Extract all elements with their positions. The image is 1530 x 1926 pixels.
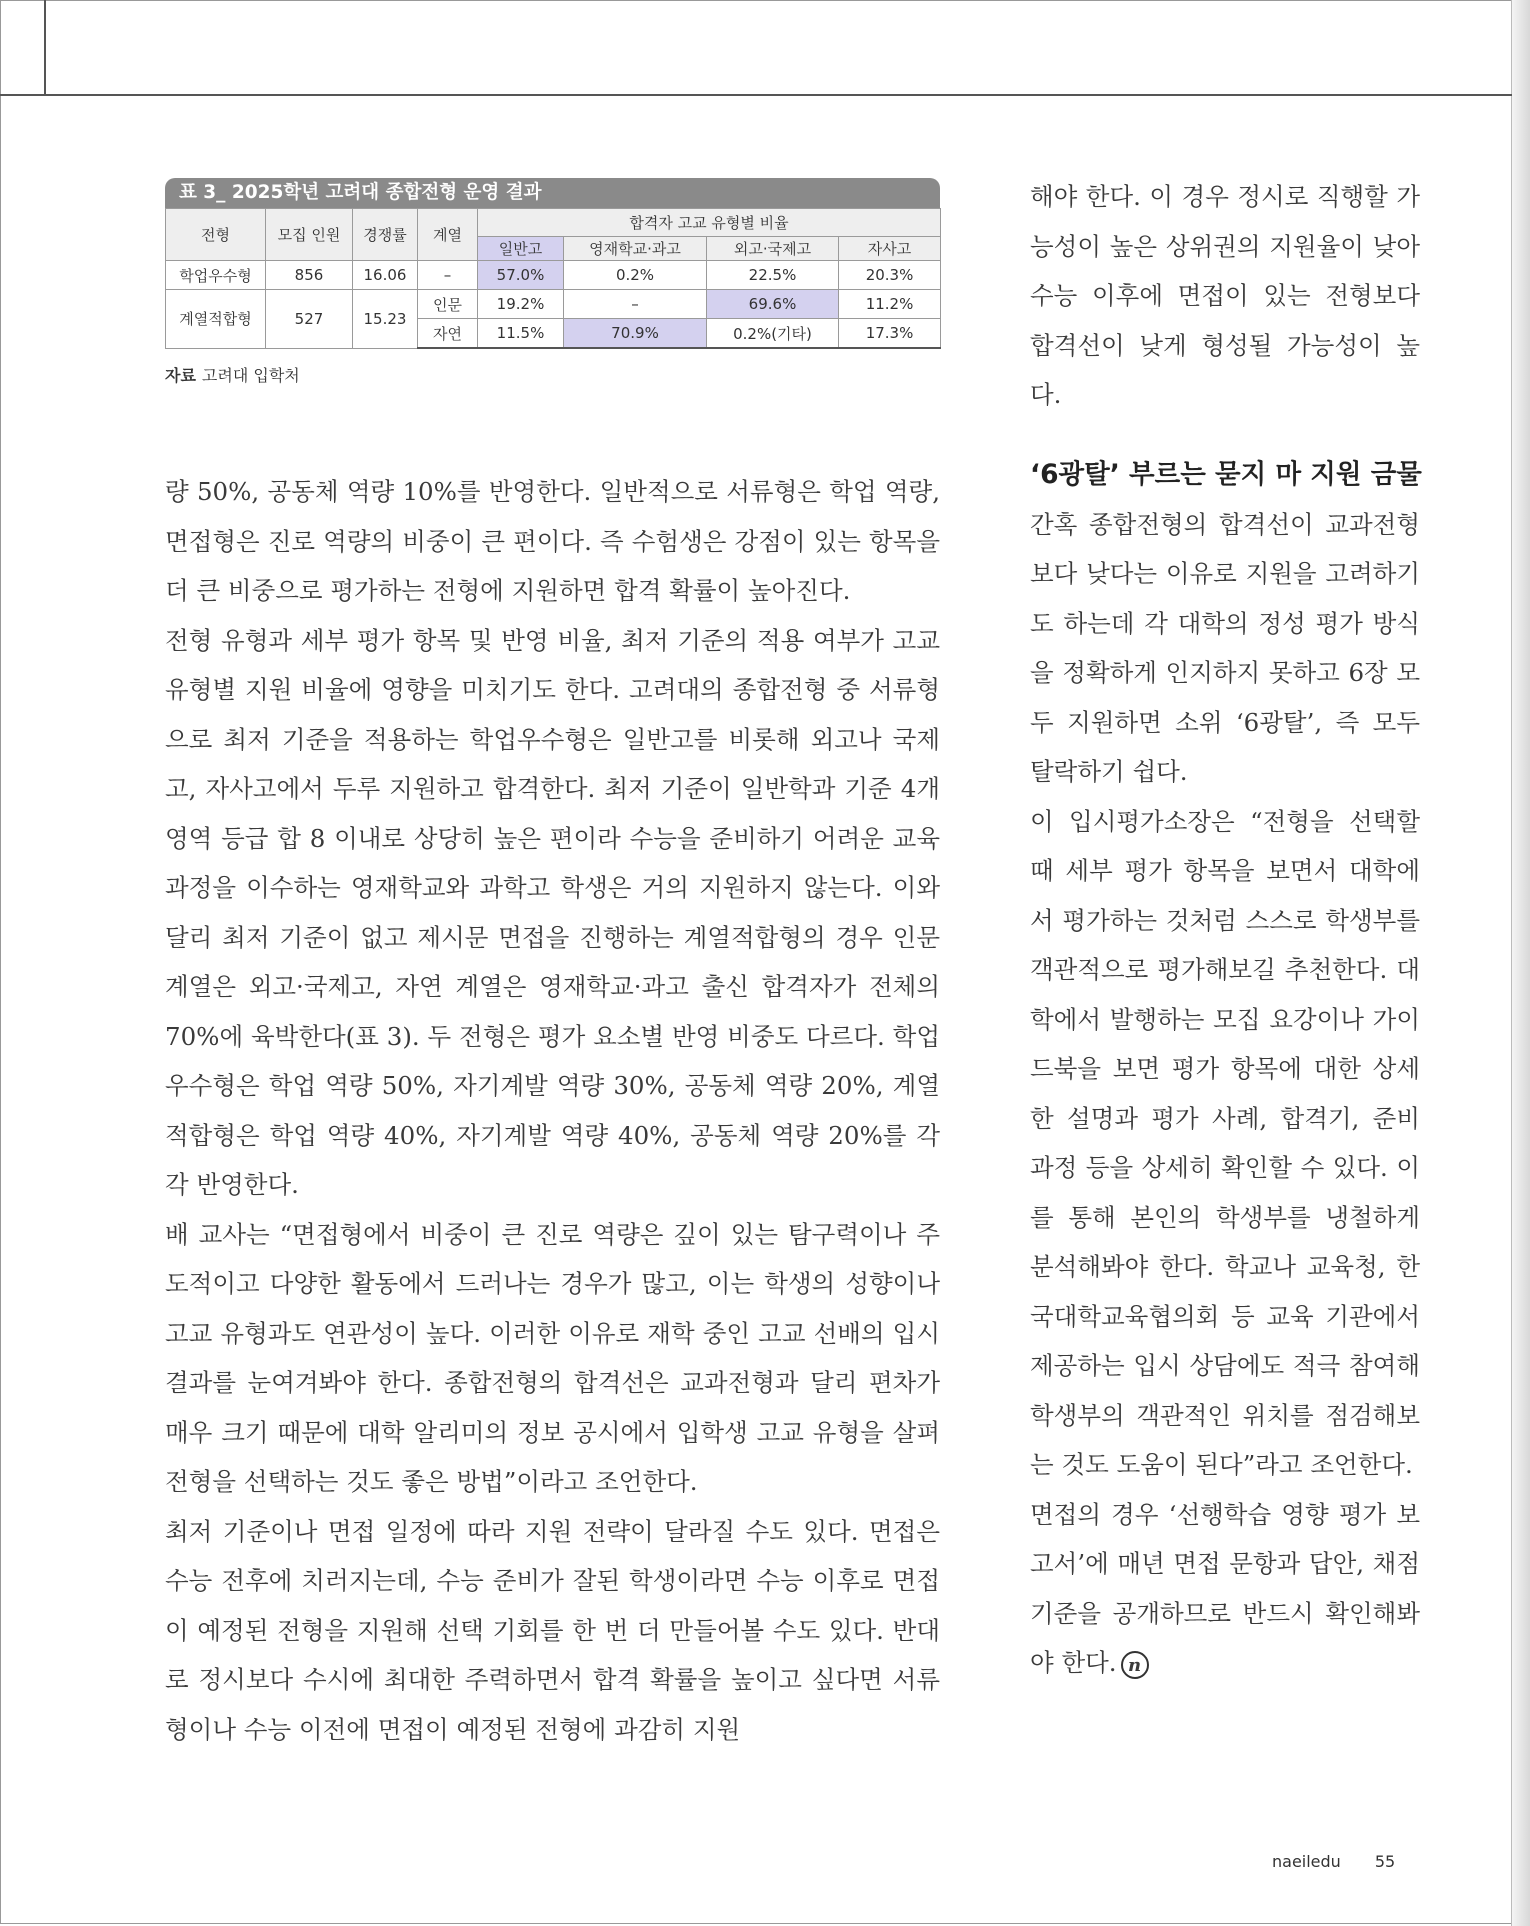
header-general: 일반고: [478, 237, 564, 261]
header-ratio-group: 합격자 고교 유형별 비율: [478, 209, 941, 237]
paragraph: 간혹 종합전형의 합격선이 교과전형보다 낮다는 이유로 지원을 고려하기도 하는데 각 대학의 정성 평가 방식을 정확하게 인지하지 못하고 6장 모두 지원하면 소위 ‘6광탈’, 즉 모두 탈락하기 쉽다.: [1030, 509, 1420, 786]
cell-recruit: 856: [266, 261, 353, 290]
cell-autonomous: 11.2%: [839, 290, 941, 319]
table-source: [165, 363, 940, 386]
right-column: [1030, 172, 1420, 1688]
paragraph: 이 입시평가소장은 “전형을 선택할 때 세부 평가 항목을 보면서 대학에서 평가하는 것처럼 스스로 학생부를 객관적으로 평가해보길 추천한다. 대학에서 발행하는 모집 요강이나 가이드북을 보면 평가 항목에 대한 상세한 설명과 평가 사례, 합격기, 준비 과정 등을 상세히 확인할 수 있다. 이를 통해 본인의 학생부를 냉철하게 분석해봐야 한다. 학교나 교육청, 한국대학교육협의회 등 교육 기관에서 제공하는 입시 상담에도 적극 참여해 학생부의 객관적인 위치를 점검해보는 것도 도움이 된다”라고 조언한다.: [1030, 806, 1420, 1479]
cell-autonomous: 17.3%: [839, 319, 941, 349]
page-edge-shadow: [1511, 0, 1530, 1926]
header-gifted: 영재학교·과고: [564, 237, 707, 261]
top-rule: [0, 94, 1512, 96]
table-title: 표 3_ 2025학년 고려대 종합전형 운영 결과: [165, 178, 940, 208]
right-intro: 해야 한다. 이 경우 정시로 직행할 가능성이 높은 상위권의 지원율이 낮아 수능 이후에 면접이 있는 전형보다 합격선이 낮게 형성될 가능성이 높다.: [1030, 182, 1420, 409]
cell-competition: 16.06: [353, 261, 418, 290]
header-autonomous: 자사고: [839, 237, 941, 261]
cell-type: 계열적합형: [166, 290, 266, 349]
header-recruit: 모집 인원: [266, 209, 353, 261]
page-footer: [1272, 1852, 1395, 1871]
cell-general: 19.2%: [478, 290, 564, 319]
source-text: 고려대 입학처: [201, 366, 300, 385]
cell-gifted: 0.2%: [564, 261, 707, 290]
cell-foreign: 22.5%: [707, 261, 839, 290]
table-row: [166, 290, 941, 319]
cell-type: 학업우수형: [166, 261, 266, 290]
table-block: [165, 178, 940, 386]
page-number: 55: [1374, 1852, 1396, 1871]
paragraph-text: 면접의 경우 ‘선행학습 영향 평가 보고서’에 매년 면접 문항과 답안, 채점 기준을 공개하므로 반드시 확인해봐야 한다.: [1030, 1499, 1420, 1677]
paragraph: 전형 유형과 세부 평가 항목 및 반영 비율, 최저 기준의 적용 여부가 고교 유형별 지원 비율에 영향을 미치기도 한다. 고려대의 종합전형 중 서류형으로 최저 기준을 적용하는 학업우수형은 일반고를 비롯해 외고나 국제고, 자사고에서 두루 지원하고 합격한다. 최저 기준이 일반학과 기준 4개 영역 등급 합 8 이내로 상당히 높은 편이라 수능을 준비하기 어려운 교육과정을 이수하는 영재학교와 과학고 학생은 거의 지원하지 않는다. 이와 달리 최저 기준이 없고 제시문 면접을 진행하는 계열적합형의 경우 인문 계열은 외고·국제고, 자연 계열은 영재학교·과고 출신 합격자가 전체의 70%에 육박한다(표 3). 두 전형은 평가 요소별 반영 비중도 다르다. 학업우수형은 학업 역량 50%, 자기계발 역량 30%, 공동체 역량 20%, 계열적합형은 학업 역량 40%, 자기계발 역량 40%, 공동체 역량 20%를 각각 반영한다.: [165, 625, 940, 1199]
cell-gifted: –: [564, 290, 707, 319]
corner-tab: [0, 0, 46, 96]
results-table: [165, 208, 941, 349]
header-type: 전형: [166, 209, 266, 261]
left-column-text: [165, 467, 940, 1754]
source-label: 자료: [165, 366, 196, 385]
cell-autonomous: 20.3%: [839, 261, 941, 290]
section-subheading: ‘6광탈’ 부르는 묻지 마 지원 금물: [1030, 458, 1422, 490]
paragraph: 배 교사는 “면접형에서 비중이 큰 진로 역량은 깊이 있는 탐구력이나 주도적이고 다양한 활동에서 드러나는 경우가 많고, 이는 학생의 성향이나 고교 유형과도 연관성이 높다. 이러한 이유로 재학 중인 고교 선배의 입시 결과를 눈여겨봐야 한다. 종합전형의 합격선은 교과전형과 달리 편차가 매우 크기 때문에 대학 알리미의 정보 공시에서 입학생 고교 유형을 살펴 전형을 선택하는 것도 좋은 방법”이라고 조언한다.: [165, 1219, 940, 1496]
cell-general: 57.0%: [478, 261, 564, 290]
cell-foreign: 0.2%(기타): [707, 319, 839, 349]
cell-track: 인문: [418, 290, 478, 319]
cell-foreign: 69.6%: [707, 290, 839, 319]
header-track: 계열: [418, 209, 478, 261]
cell-track: 자연: [418, 319, 478, 349]
cell-general: 11.5%: [478, 319, 564, 349]
paragraph: 량 50%, 공동체 역량 10%를 반영한다. 일반적으로 서류형은 학업 역량, 면접형은 진로 역량의 비중이 큰 편이다. 즉 수험생은 강점이 있는 항목을 더 큰 비중으로 평가하는 전형에 지원하면 합격 확률이 높아진다.: [165, 477, 940, 605]
paragraph: 최저 기준이나 면접 일정에 따라 지원 전략이 달라질 수도 있다. 면접은 수능 전후에 치러지는데, 수능 준비가 잘된 학생이라면 수능 이후로 면접이 예정된 전형을 지원해 선택 기회를 한 번 더 만들어볼 수도 있다. 반대로 정시보다 수시에 최대한 주력하면서 합격 확률을 높이고 싶다면 서류형이나 수능 이전에 면접이 예정된 전형에 과감히 지원: [165, 1516, 940, 1744]
cell-gifted: 70.9%: [564, 319, 707, 349]
end-mark-icon: n: [1121, 1651, 1149, 1679]
cell-competition: 15.23: [353, 290, 418, 349]
paragraph-last: [1030, 1490, 1420, 1688]
cell-track: –: [418, 261, 478, 290]
header-foreign: 외고·국제고: [707, 237, 839, 261]
header-competition: 경쟁률: [353, 209, 418, 261]
right-column-text: [1030, 500, 1420, 1688]
cell-recruit: 527: [266, 290, 353, 349]
table-row: [166, 261, 941, 290]
footer-brand: naeiledu: [1272, 1852, 1341, 1871]
